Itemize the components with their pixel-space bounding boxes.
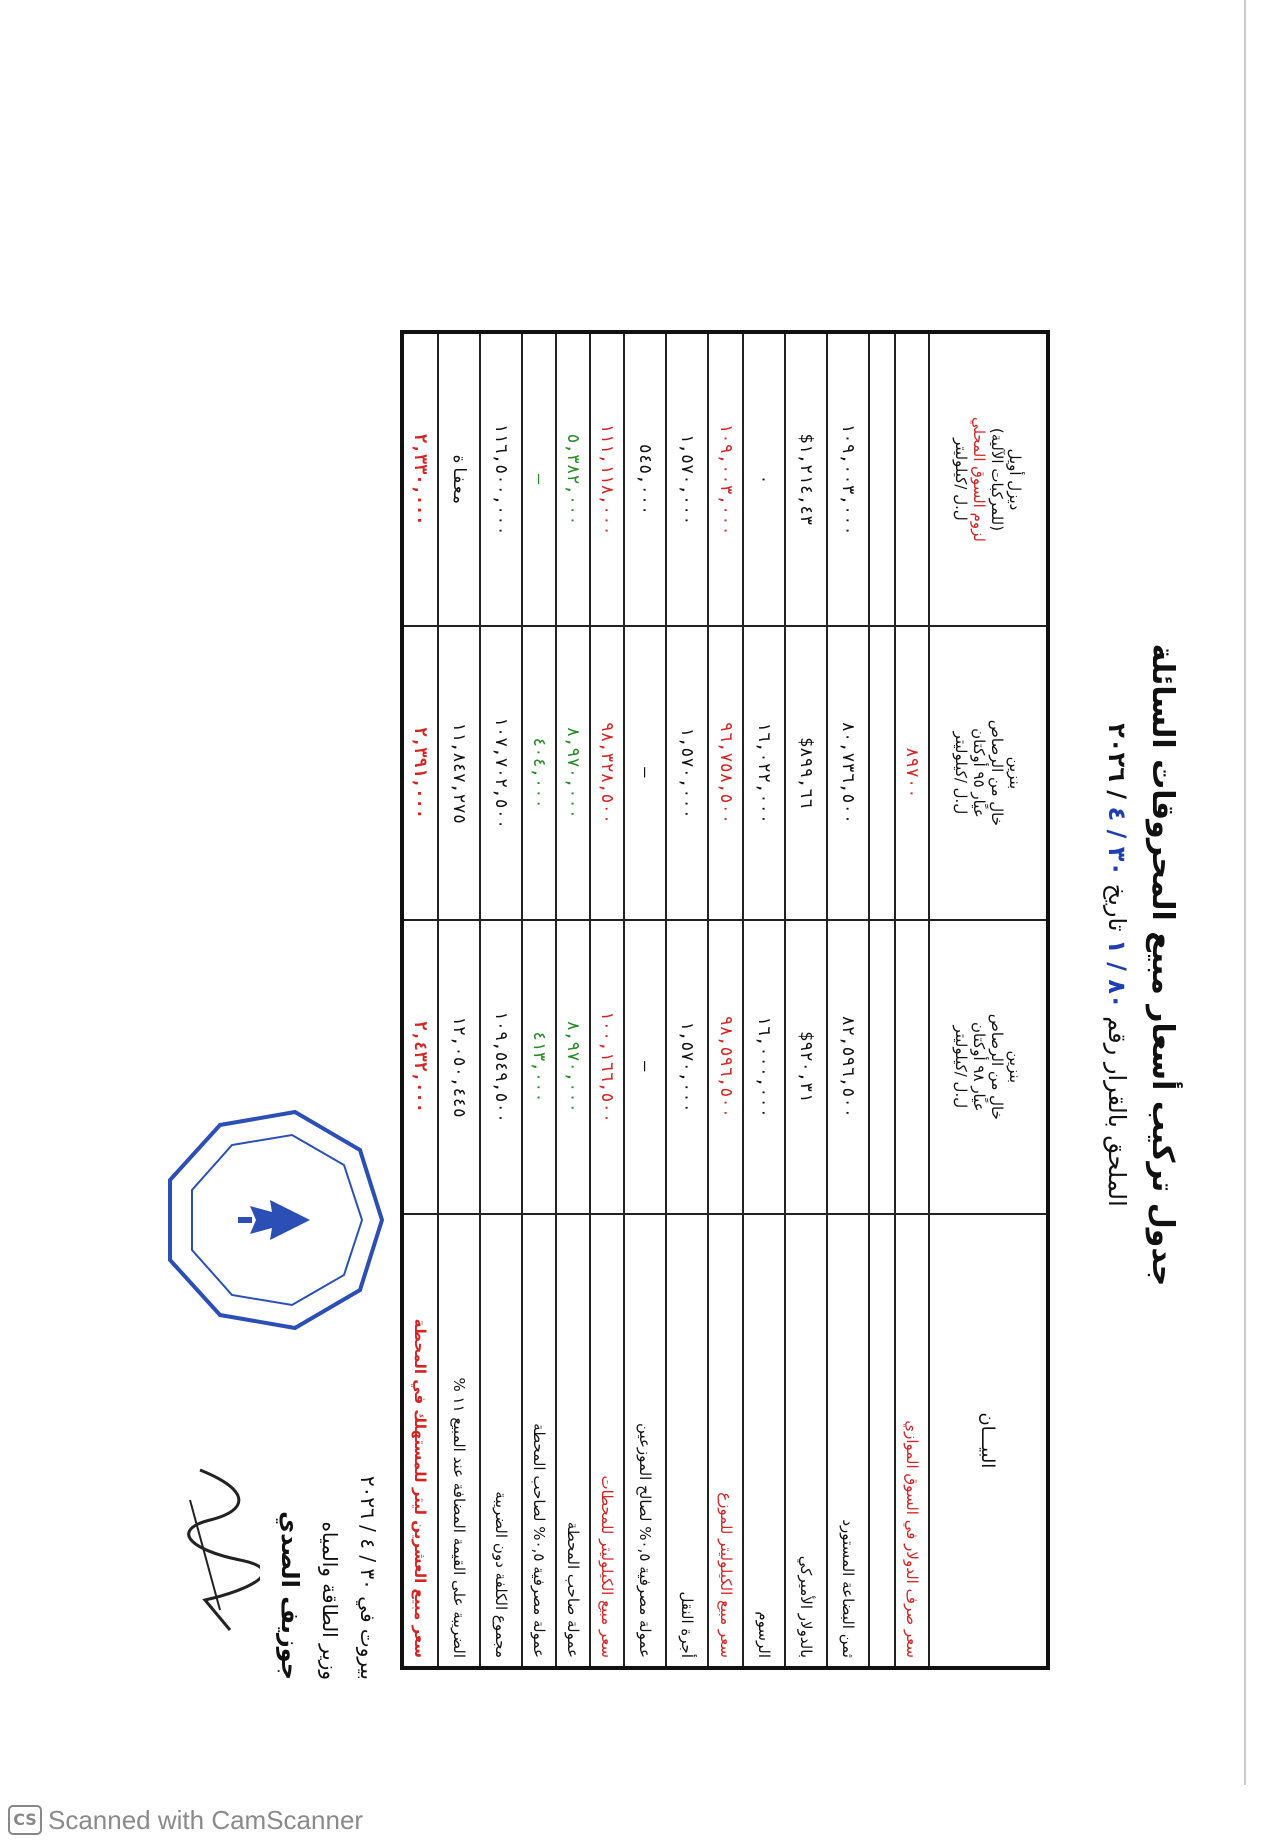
place-date: بيروت في ٣٠ / ٤ / ٢٠٢٦	[356, 1475, 380, 1680]
cell-gasoline-95: ٩٨,٣٢٨,٥٠٠	[590, 626, 624, 920]
row-label: سعر مبيع الكيلوليتر للمحطات	[590, 1214, 624, 1668]
footer-block	[130, 240, 390, 1680]
cell-gasoline-95: ٤٠٤,٠٠٠	[522, 626, 556, 920]
cell-gasoline-95: ٨٠,٧٣٦,٥٠٠	[827, 626, 869, 920]
header-gasoline-95	[929, 626, 1048, 920]
row-label: سعر مبيع العشرين ليتر للمستهلك في المحطة	[402, 1214, 438, 1668]
row-label: سعر صرف الدولار في السوق الموازي	[895, 1214, 929, 1668]
subtitle-date-label: تاريخ	[1103, 883, 1131, 932]
row-label: ثمن البضاعة المستورد	[827, 1214, 869, 1668]
header-line: ديزل أويل	[1006, 448, 1024, 511]
table-row	[743, 332, 785, 1668]
header-gasoline-98	[929, 920, 1048, 1214]
table-row	[624, 332, 666, 1668]
cell-gasoline-95: ٨,٩٧٠,٠٠٠	[556, 626, 590, 920]
price-table-wrapper	[400, 330, 1050, 1670]
row-label: الرسوم	[743, 1214, 785, 1668]
date-part-black: / ٢٠٢٦	[1103, 723, 1131, 799]
row-label: الضريبة على القيمة المضافة عند المبيع ١١ %	[438, 1214, 480, 1668]
cell-gasoline-98: ٨٢,٥٩٦,٥٠٠	[827, 920, 869, 1214]
cell-gasoline-98: ٢,٤٣٢,٠٠٠	[402, 920, 438, 1214]
cell-gasoline-98: —	[624, 920, 666, 1214]
row-label	[869, 1214, 895, 1668]
cell-gasoline-98	[895, 920, 929, 1214]
cell-diesel: ٥,٣٨٢,٠٠٠	[556, 332, 590, 626]
subtitle-prefix: الملحق بالقرار رقم	[1103, 1016, 1131, 1207]
official-seal-icon	[160, 1100, 390, 1340]
table-row	[708, 332, 742, 1668]
cell-diesel	[869, 332, 895, 626]
signature-block	[262, 1320, 380, 1680]
cell-diesel: —	[522, 332, 556, 626]
cell-gasoline-98	[869, 920, 895, 1214]
table-row	[785, 332, 827, 1668]
camscanner-logo: CS	[8, 1805, 42, 1835]
header-line: لزوم السوق المحلي	[970, 416, 988, 542]
handwritten-signature	[180, 1460, 260, 1640]
header-line: ل.ل /كيلوليتر	[952, 438, 970, 521]
cell-diesel: ٥٤٥,٠٠٠	[624, 332, 666, 626]
document-subtitle	[1103, 180, 1131, 1750]
cell-diesel: ٢,٣٣٠,٠٠٠	[402, 332, 438, 626]
table-row	[869, 332, 895, 1668]
document-title: جدول تركيب أسعار مبيع المحروقات السائلة	[1145, 643, 1180, 1287]
cell-gasoline-95: ١٠٧,٧٠٢,٥٠٠	[480, 626, 522, 920]
decision-number: ٨٠ / ١	[1103, 939, 1131, 1009]
table-row	[438, 332, 480, 1668]
header-line: بنزين	[1006, 756, 1024, 790]
cell-gasoline-95: ٩٦,٧٥٨,٥٠٠	[708, 626, 742, 920]
table-row	[402, 332, 438, 1668]
cell-diesel: ١١١,١١٨,٠٠٠	[590, 332, 624, 626]
scanner-watermark	[0, 1785, 1271, 1848]
table-header-row	[929, 332, 1048, 1668]
camscanner-text: Scanned with CamScanner	[48, 1805, 364, 1835]
header-label: البيـــان	[929, 1214, 1048, 1668]
cell-gasoline-95: ٨٩٩,٦٦$	[785, 626, 827, 920]
row-label: عمولة صاحب المحطة	[556, 1214, 590, 1668]
cell-gasoline-98: ١٠٠,١٦٦,٥٠٠	[590, 920, 624, 1214]
header-line: خالٍ من الرصاص	[988, 1013, 1006, 1120]
title-block	[1103, 180, 1180, 1750]
table-row	[827, 332, 869, 1668]
fuel-price-table	[400, 330, 1050, 1670]
row-label: عمولة مصرفية ٠,٥% لصالح الموزعين	[624, 1214, 666, 1668]
table-row	[522, 332, 556, 1668]
date-part-blue: ٣٠ / ٤	[1103, 806, 1131, 877]
cell-diesel: ١,٢١٤,٤٣$	[785, 332, 827, 626]
row-label: أجرة النقل	[666, 1214, 708, 1668]
table-row	[480, 332, 522, 1668]
cell-diesel: ٠	[743, 332, 785, 626]
cell-gasoline-98: ١٠٩,٥٤٩,٥٠٠	[480, 920, 522, 1214]
minister-title: وزير الطاقة والمياه	[318, 1521, 342, 1680]
header-line: عيار ٩٥ أوكتان	[970, 728, 988, 818]
table-row	[556, 332, 590, 1668]
row-label: بالدولار الأميركي	[785, 1214, 827, 1668]
cell-gasoline-95: ١,٥٧٠,٠٠٠	[666, 626, 708, 920]
minister-name: جوزيف الصدي	[276, 1511, 304, 1680]
cell-diesel: ١١٦,٥٠٠,٠٠٠	[480, 332, 522, 626]
row-label: سعر مبيع الكيلوليتر للموزع	[708, 1214, 742, 1668]
cell-gasoline-95: —	[624, 626, 666, 920]
header-line: ل.ل /كيلوليتر	[952, 1025, 970, 1109]
header-line: (للمركبات الآلية)	[988, 427, 1006, 532]
header-line: خالٍ من الرصاص	[988, 719, 1006, 826]
table-row	[590, 332, 624, 1668]
cell-gasoline-98: ١,٥٧٠,٠٠٠	[666, 920, 708, 1214]
row-label: مجموع الكلفة دون الضريبة	[480, 1214, 522, 1668]
cell-gasoline-98: ١٦,٠٠٠,٠٠٠	[743, 920, 785, 1214]
cell-diesel: معفاة	[438, 332, 480, 626]
cell-diesel: ١٠٩,٠٠٣,٠٠٠	[708, 332, 742, 626]
header-diesel	[929, 332, 1048, 626]
rotated-document	[110, 180, 1190, 1750]
page-edge-line	[1244, 0, 1246, 1785]
cell-gasoline-95: ١١,٨٤٧,٢٧٥	[438, 626, 480, 920]
cell-diesel: ١,٥٧٠,٠٠٠	[666, 332, 708, 626]
cell-gasoline-95: ٨٩٧٠٠	[895, 626, 929, 920]
cell-gasoline-98: ٩٢٠,٣١$	[785, 920, 827, 1214]
header-line: ل.ل /كيلوليتر	[952, 731, 970, 815]
table-row	[895, 332, 929, 1668]
cell-gasoline-98: ١٢,٠٥٠,٤٤٥	[438, 920, 480, 1214]
table-row	[666, 332, 708, 1668]
cell-diesel	[895, 332, 929, 626]
cell-gasoline-98: ٤١٣,٠٠٠	[522, 920, 556, 1214]
header-line: عيار ٩٨ أوكتان	[970, 1021, 988, 1112]
header-line: بنزين	[1006, 1050, 1024, 1084]
cell-gasoline-95: ١٦,٠٢٢,٠٠٠	[743, 626, 785, 920]
cell-diesel: ١٠٩,٠٠٣,٠٠٠	[827, 332, 869, 626]
cell-gasoline-95	[869, 626, 895, 920]
row-label: عمولة مصرفية ٠,٥% لصاحب المحطة	[522, 1214, 556, 1668]
cell-gasoline-95: ٢,٣٩١,٠٠٠	[402, 626, 438, 920]
cell-gasoline-98: ٩٨,٥٩٦,٥٠٠	[708, 920, 742, 1214]
cell-gasoline-98: ٨,٩٧٠,٠٠٠	[556, 920, 590, 1214]
